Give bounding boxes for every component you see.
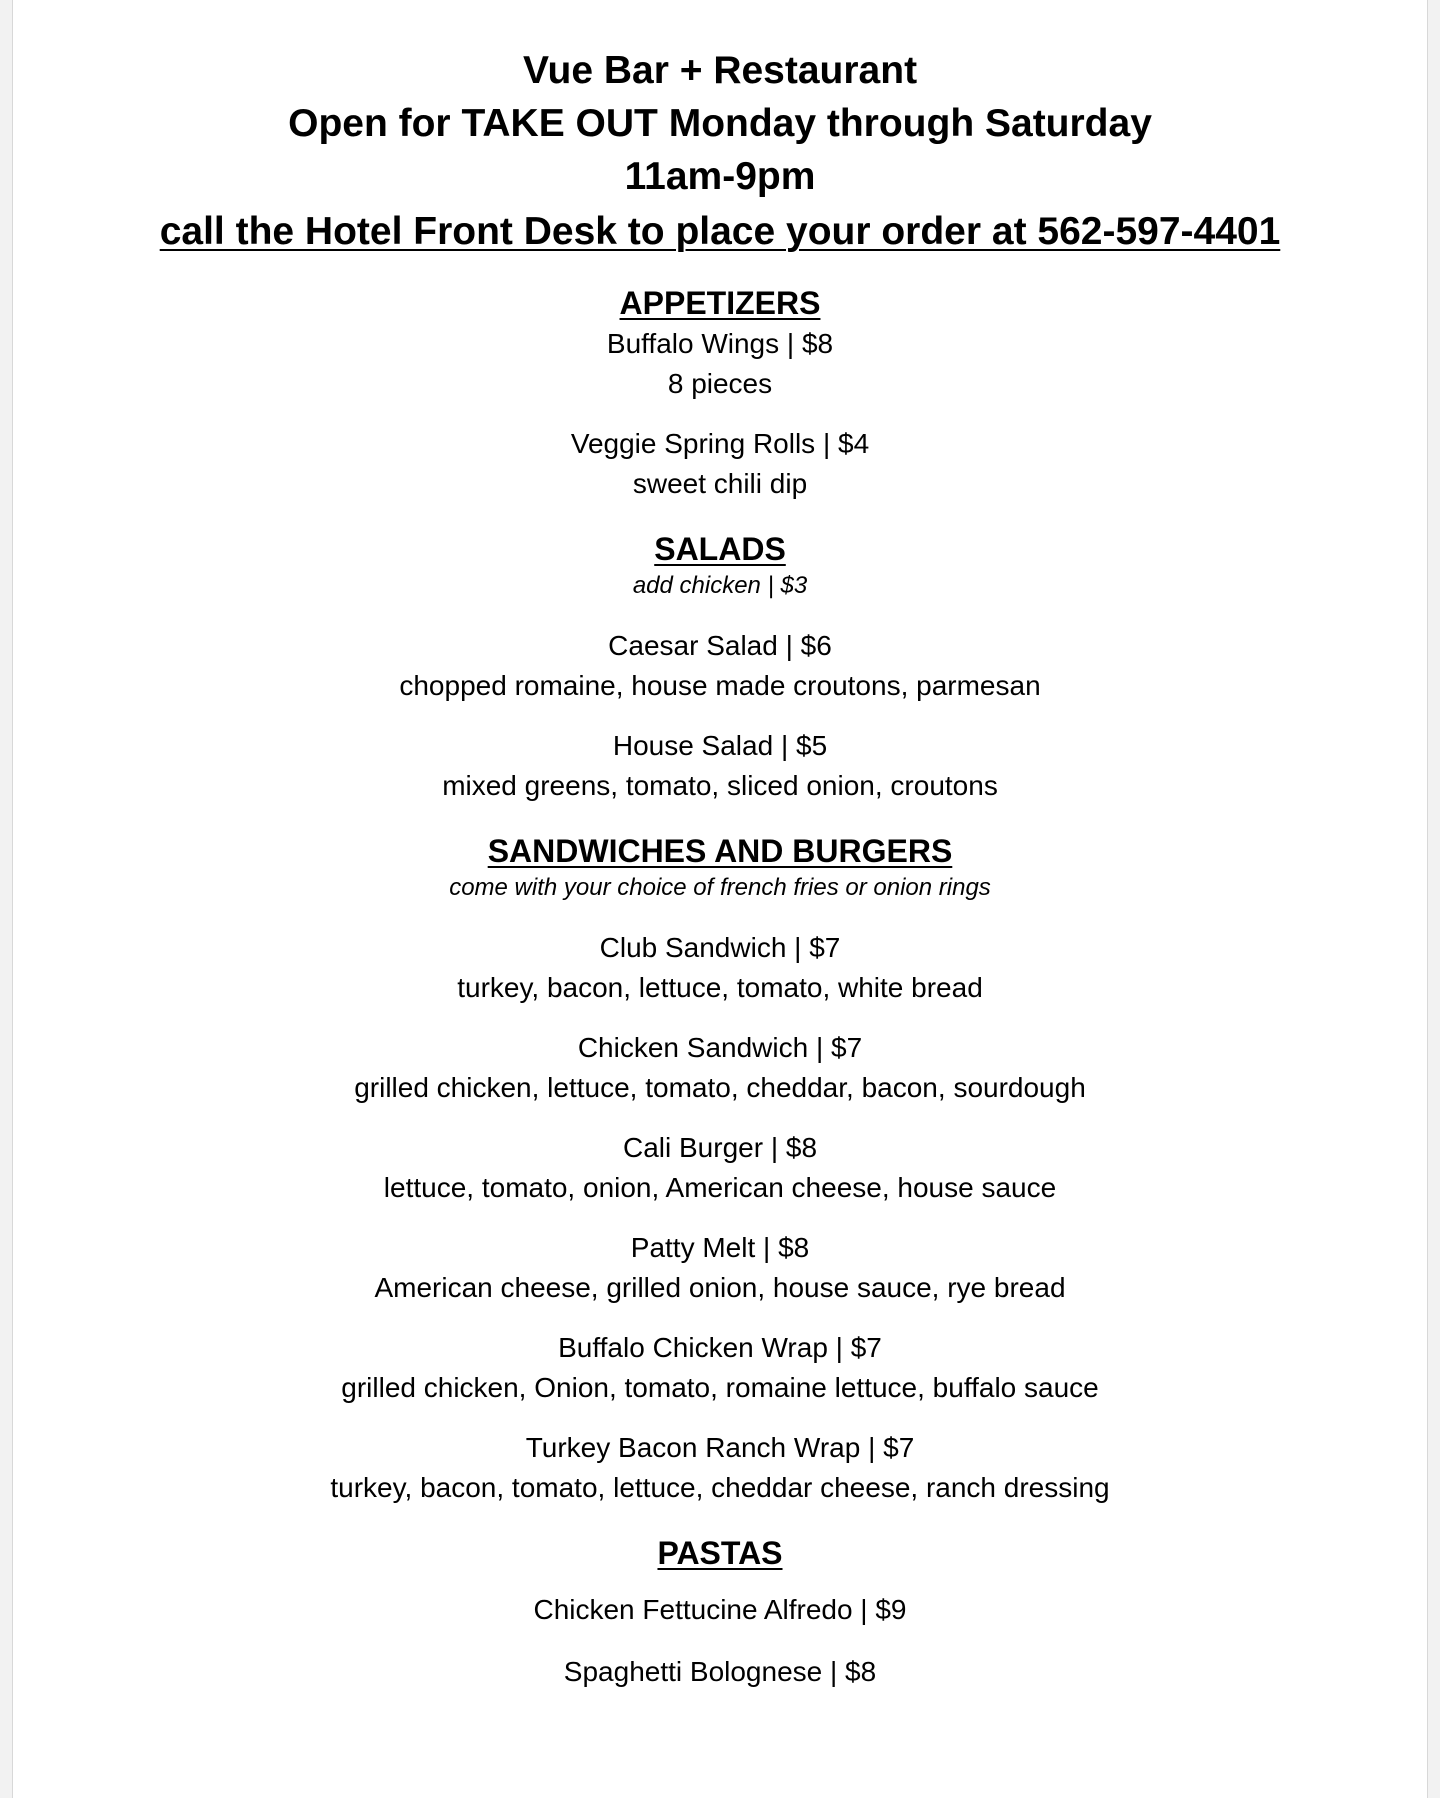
item-description: chopped romaine, house made croutons, parmesan — [399, 670, 1041, 701]
menu-header — [13, 44, 1427, 258]
item-name: Buffalo Wings | $8 — [606, 328, 834, 359]
sandwiches-section — [13, 830, 1427, 1508]
appetizers-section — [13, 282, 1427, 504]
takeout-hours: 11am-9pm — [624, 155, 816, 198]
item-name: House Salad | $5 — [612, 730, 828, 761]
section-title: SANDWICHES AND BURGERS — [487, 833, 953, 869]
item-name: Veggie Spring Rolls | $4 — [570, 428, 870, 459]
menu-item — [13, 1328, 1427, 1408]
menu-item — [13, 1228, 1427, 1308]
menu-item — [13, 726, 1427, 806]
section-title: APPETIZERS — [619, 285, 821, 321]
item-name: Chicken Sandwich | $7 — [577, 1032, 863, 1063]
menu-item — [13, 1428, 1427, 1508]
order-phone-line: call the Hotel Front Desk to place your order at 562-597-4401 — [159, 210, 1281, 253]
menu-item — [13, 324, 1427, 404]
restaurant-name: Vue Bar + Restaurant — [522, 49, 918, 92]
item-description: 8 pieces — [667, 368, 773, 399]
item-description: lettuce, tomato, onion, American cheese, house sauce — [383, 1172, 1057, 1203]
item-name: Patty Melt | $8 — [630, 1232, 810, 1263]
item-description: American cheese, grilled onion, house sauce, rye bread — [374, 1272, 1066, 1303]
section-title: PASTAS — [657, 1535, 783, 1571]
menu-item — [13, 1652, 1427, 1692]
pastas-section — [13, 1532, 1427, 1692]
item-name: Spaghetti Bolognese | $8 — [563, 1656, 877, 1687]
takeout-days: Open for TAKE OUT Monday through Saturday — [288, 102, 1152, 145]
menu-item — [13, 1590, 1427, 1630]
section-title: SALADS — [654, 531, 786, 567]
menu-item — [13, 928, 1427, 1008]
section-note: come with your choice of french fries or onion rings — [449, 874, 991, 901]
item-name: Chicken Fettucine Alfredo | $9 — [533, 1594, 907, 1625]
menu-item — [13, 1128, 1427, 1208]
menu-item — [13, 626, 1427, 706]
salads-section — [13, 528, 1427, 806]
menu-page — [12, 0, 1428, 1798]
item-description: grilled chicken, Onion, tomato, romaine lettuce, buffalo sauce — [341, 1372, 1099, 1403]
item-description: grilled chicken, lettuce, tomato, cheddar, bacon, sourdough — [354, 1072, 1086, 1103]
item-name: Caesar Salad | $6 — [608, 630, 832, 661]
menu-item — [13, 424, 1427, 504]
menu-item — [13, 1028, 1427, 1108]
menu-content — [13, 44, 1427, 1692]
item-name: Buffalo Chicken Wrap | $7 — [558, 1332, 882, 1363]
item-description: mixed greens, tomato, sliced onion, croutons — [442, 770, 998, 801]
item-name: Club Sandwich | $7 — [599, 932, 841, 963]
item-description: turkey, bacon, tomato, lettuce, cheddar cheese, ranch dressing — [330, 1472, 1110, 1503]
item-description: sweet chili dip — [632, 468, 808, 499]
item-name: Turkey Bacon Ranch Wrap | $7 — [525, 1432, 915, 1463]
item-description: turkey, bacon, lettuce, tomato, white bread — [457, 972, 983, 1003]
section-note: add chicken | $3 — [632, 572, 808, 599]
item-name: Cali Burger | $8 — [622, 1132, 818, 1163]
